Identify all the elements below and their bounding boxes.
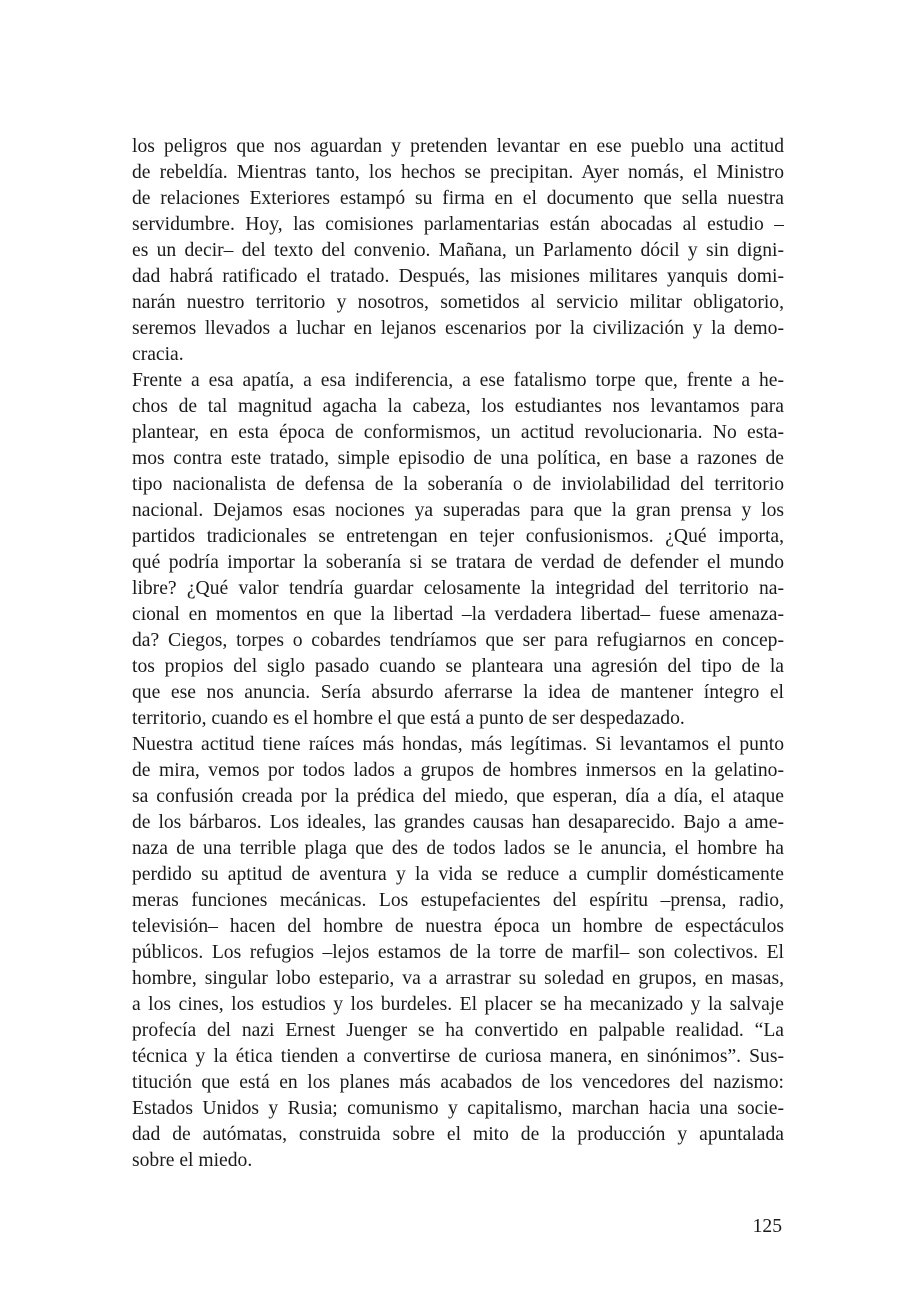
text-line: libre? ¿Qué valor tendría guardar celosamente la integridad del territorio na- — [132, 578, 784, 599]
text-line: plantear, en esta época de conformismos, un actitud revolucionaria. No esta- — [132, 422, 784, 443]
text-line: técnica y la ética tienden a convertirse de curiosa manera, en sinónimos”. Sus- — [132, 1046, 784, 1067]
text-line: perdido su aptitud de aventura y la vida se reduce a cumplir domésticamente — [132, 864, 784, 885]
text-line: qué podría importar la soberanía si se tratara de verdad de defender el mundo — [132, 552, 784, 573]
text-line: dad de autómatas, construida sobre el mito de la producción y apuntalada — [132, 1124, 784, 1145]
text-line: de los bárbaros. Los ideales, las grandes causas han desaparecido. Bajo a ame- — [132, 812, 784, 833]
text-line: públicos. Los refugios –lejos estamos de la torre de marfil– son colectivos. El — [132, 942, 784, 963]
paragraph — [132, 732, 784, 1174]
text-line: titución que está en los planes más acabados de los vencedores del nazismo: — [132, 1072, 784, 1093]
text-line: tos propios del siglo pasado cuando se planteara una agresión del tipo de la — [132, 656, 784, 677]
text-line: hombre, singular lobo estepario, va a arrastrar su soledad en grupos, en masas, — [132, 968, 784, 989]
text-line: Nuestra actitud tiene raíces más hondas, más legítimas. Si levantamos el punto — [132, 734, 784, 755]
text-line: sobre el miedo. — [132, 1150, 253, 1171]
text-line: a los cines, los estudios y los burdeles. El placer se ha mecanizado y la salvaje — [132, 994, 784, 1015]
text-line: meras funciones mecánicas. Los estupefacientes del espíritu –prensa, radio, — [132, 890, 784, 911]
text-line: tipo nacionalista de defensa de la soberanía o de inviolabilidad del territorio — [132, 474, 784, 495]
text-line: nacional. Dejamos esas nociones ya superadas para que la gran prensa y los — [132, 500, 784, 521]
text-line: servidumbre. Hoy, las comisiones parlamentarias están abocadas al estudio – — [132, 214, 784, 235]
text-line: partidos tradicionales se entretengan en tejer confusionismos. ¿Qué importa, — [132, 526, 784, 547]
page-number: 125 — [752, 1216, 782, 1237]
paragraph — [132, 368, 784, 732]
text-line: territorio, cuando es el hombre el que está a punto de ser despedazado. — [132, 708, 685, 729]
text-line: seremos llevados a luchar en lejanos escenarios por la civilización y la demo- — [132, 318, 784, 339]
text-line: Estados Unidos y Rusia; comunismo y capitalismo, marchan hacia una socie- — [132, 1098, 784, 1119]
text-line: naza de una terrible plaga que des de todos lados se le anuncia, el hombre ha — [132, 838, 784, 859]
text-line: profecía del nazi Ernest Juenger se ha convertido en palpable realidad. “La — [132, 1020, 784, 1041]
body-text — [132, 134, 784, 1174]
text-line: da? Ciegos, torpes o cobardes tendríamos que ser para refugiarnos en concep- — [132, 630, 784, 651]
text-line: los peligros que nos aguardan y pretenden levantar en ese pueblo una actitud — [132, 136, 784, 157]
text-line: narán nuestro territorio y nosotros, sometidos al servicio militar obligatorio, — [132, 292, 784, 313]
text-line: mos contra este tratado, simple episodio de una política, en base a razones de — [132, 448, 784, 469]
text-line: de rebeldía. Mientras tanto, los hechos se precipitan. Ayer nomás, el Ministro — [132, 162, 784, 183]
text-line: televisión– hacen del hombre de nuestra época un hombre de espectáculos — [132, 916, 784, 937]
text-line: de relaciones Exteriores estampó su firma en el documento que sella nuestra — [132, 188, 784, 209]
paragraph — [132, 134, 784, 368]
text-line: sa confusión creada por la prédica del miedo, que esperan, día a día, el ataque — [132, 786, 784, 807]
text-line: dad habrá ratificado el tratado. Después, las misiones militares yanquis domi- — [132, 266, 784, 287]
text-line: cional en momentos en que la libertad –la verdadera libertad– fuese amenaza- — [132, 604, 784, 625]
text-line: que ese nos anuncia. Sería absurdo aferrarse la idea de mantener íntegro el — [132, 682, 784, 703]
text-line: es un decir– del texto del convenio. Mañana, un Parlamento dócil y sin digni- — [132, 240, 784, 261]
text-line: cracia. — [132, 344, 184, 365]
text-line: Frente a esa apatía, a esa indiferencia, a ese fatalismo torpe que, frente a he- — [132, 370, 784, 391]
text-line: chos de tal magnitud agacha la cabeza, los estudiantes nos levantamos para — [132, 396, 784, 417]
text-line: de mira, vemos por todos lados a grupos de hombres inmersos en la gelatino- — [132, 760, 784, 781]
